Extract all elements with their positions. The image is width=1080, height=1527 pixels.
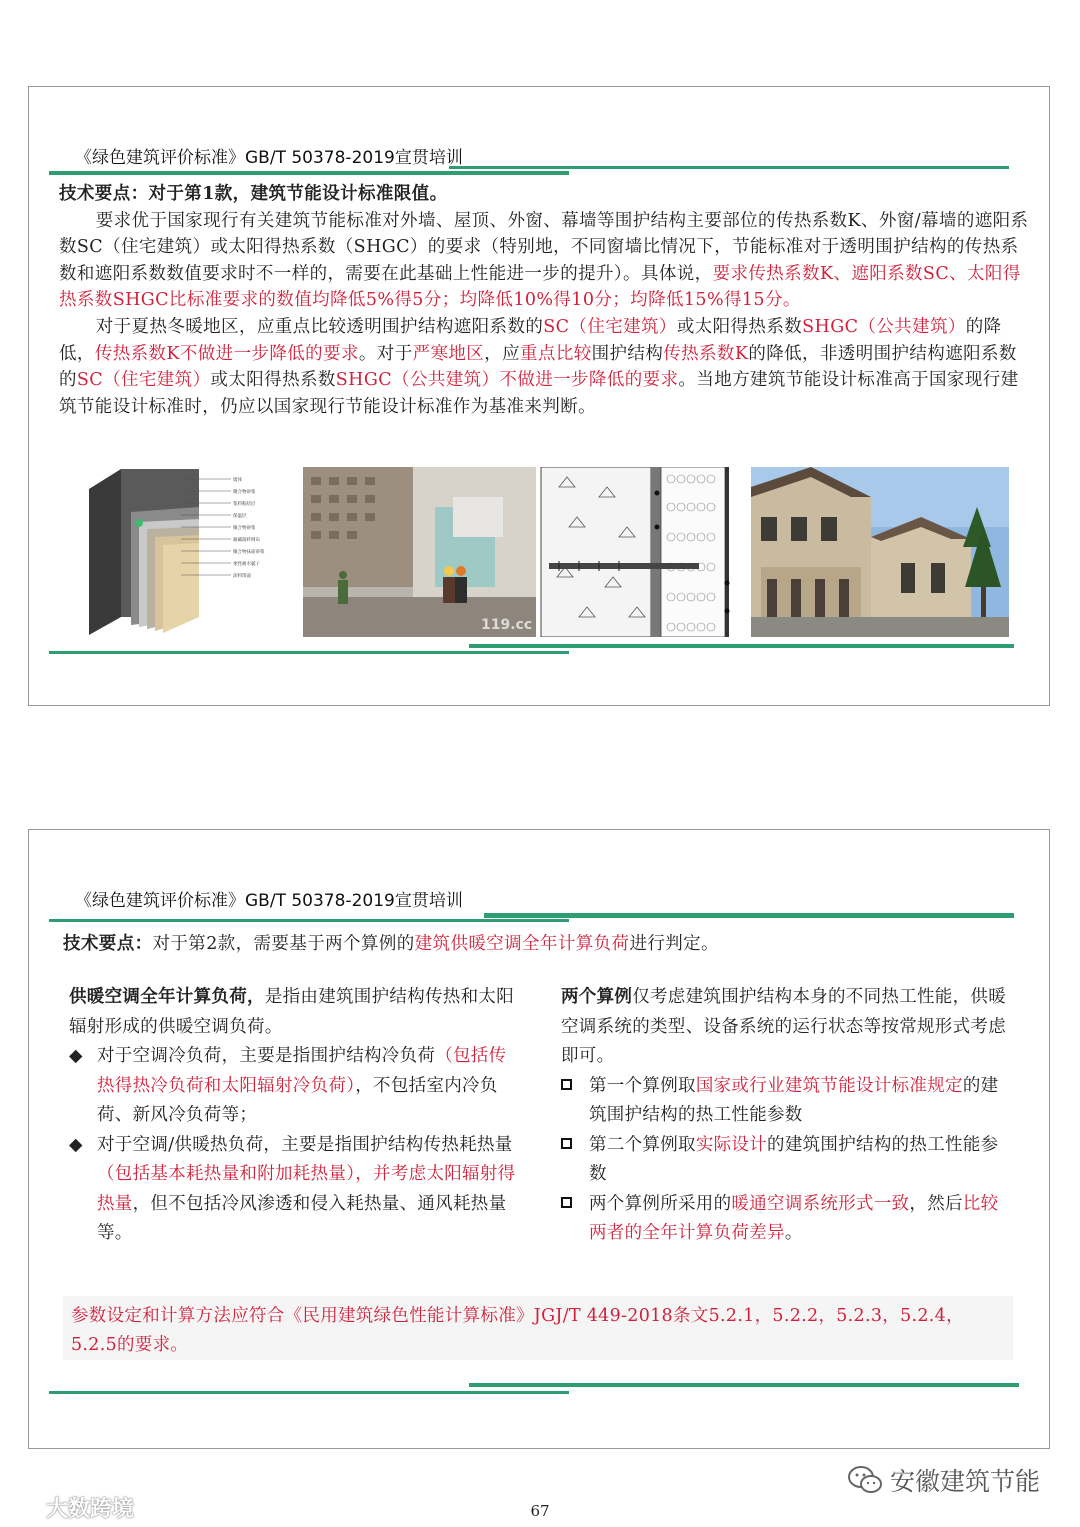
case-text: 第二个算例取 (589, 1134, 696, 1155)
bullet-text: 对于空调冷负荷，主要是指围护结构冷负荷 (97, 1046, 436, 1066)
p2-text: 围护结构 (591, 343, 664, 364)
case-1-item (561, 1072, 1016, 1131)
right-column (561, 983, 1016, 1249)
bottom-divider-accent (469, 1383, 1019, 1387)
p2-text: ，应 (484, 343, 521, 364)
left-column (69, 983, 524, 1249)
p2-red: SHGC（公共建筑） (802, 316, 966, 337)
case-text: 的建筑围护结构的热工性能参数 (589, 1075, 999, 1125)
bottom-divider-accent (469, 644, 1014, 648)
bullet-text: 对于空调/供暖热负荷，主要是指围护结构传热耗热量 (97, 1134, 513, 1155)
wall-layers-diagram (81, 467, 301, 637)
tech-point-heading: 技术要点：对于第1款，建筑节能设计标准限值。 (59, 184, 448, 204)
load-term: 供暖空调全年计算负荷， (69, 987, 265, 1007)
wechat-icon (848, 1465, 882, 1495)
villa-photo (751, 467, 1009, 637)
title-underline-accent (484, 913, 1014, 918)
p2-red: SHGC（公共建筑）不做进一步降低的要求 (335, 370, 679, 391)
two-cases-text: 仅考虑建筑围护结构本身的不同热工性能，供暖空调系统的类型、设备系统的运行状态等按常规形式考虑即可。 (561, 987, 1007, 1066)
p2-red: 严寒地区 (412, 343, 485, 364)
case-text: 。 (784, 1223, 803, 1243)
diamond-bullet-icon: ◆ (69, 1134, 83, 1155)
layer-label: 耐碱玻纤网布 (233, 538, 260, 543)
layer-label: 涂料饰面 (233, 574, 251, 579)
tech-point-label: 技术要点： (63, 934, 153, 954)
case-highlight: 实际设计 (695, 1134, 768, 1155)
load-definition (69, 983, 524, 1042)
p2-text: 。对于 (358, 343, 413, 364)
title-underline (49, 171, 569, 175)
layer-label: 柔性耐水腻子 (233, 562, 260, 567)
bottom-divider (49, 651, 569, 654)
bullet-highlight: （包括传热得热冷负荷和太阳辐射冷负荷） (97, 1046, 507, 1096)
slide-2 (28, 829, 1050, 1449)
bullet-text: ，但不包括冷风渗透和侵入耗热量、通风耗热量等。 (97, 1193, 507, 1243)
checkbox-square-icon (561, 1131, 572, 1161)
bullet-heating-load (69, 1131, 524, 1249)
load-definition-text: 是指由建筑围护结构传热和太阳辐射形成的供暖空调负荷。 (69, 987, 515, 1037)
p2-text: 。当地方建筑节能设计标准高于国家现行建筑节能设计标准时，仍应以国家现行节能设计标准作为基准来判断。 (59, 370, 1019, 417)
p2-text: 的降低， (59, 316, 1002, 364)
tech-point-highlight: 建筑供暖空调全年计算负荷 (414, 934, 630, 954)
checkbox-square-icon (561, 1072, 572, 1102)
bullet-text: ，不包括室内冷负荷、新风冷负荷等； (97, 1075, 498, 1125)
tech-point-text: 进行判定。 (629, 934, 719, 954)
paragraph-1-text: 要求优于国家现行有关建筑节能标准对外墙、屋顶、外窗、幕墙等围护结构主要部位的传热系数K、外窗/幕墙的遮阳系数SC（住宅建筑）或太阳得热系数（SHGC）的要求（特别地，不同窗墙比情况下，节能标准对于透明围护结构的传热系数和遮阳系数数值要求时不一样的，需要在此基础上性能进一步的提升）。具体说， (59, 210, 1029, 284)
layer-label: 保温层 (233, 514, 247, 519)
paragraph-1-highlight: 要求传热系数K、遮阳系数SC、太阳得热系数SHGC比标准要求的数值均降低5%得5分；均降低10%得10分；均降低15%得15分。 (59, 263, 1021, 311)
paragraph-2 (59, 314, 1034, 420)
construction-photo (303, 467, 536, 637)
brand-watermark-text: 大数跨境 (46, 1497, 135, 1522)
layer-label: 墙体 (233, 478, 242, 483)
two-cases-term: 两个算例 (561, 987, 633, 1007)
layer-label: 聚合物抹面砂浆 (233, 550, 265, 555)
wechat-watermark (848, 1462, 1040, 1498)
checkbox-square-icon (561, 1190, 572, 1220)
p2-text: 对于夏热冬暖地区，应重点比较透明围护结构遮阳系数的 (95, 316, 544, 337)
slide-title: 《绿色建筑评价标准》GB/T 50378-2019宣贯培训 (75, 891, 463, 911)
title-underline-accent (449, 166, 1009, 169)
p2-red: 传热系数K (663, 343, 749, 364)
slide-1 (28, 86, 1050, 706)
diamond-bullet-icon: ◆ (69, 1046, 83, 1066)
p2-text: 的降低，非透明围护结构遮阳系数的 (59, 343, 1017, 391)
section-drawing (539, 467, 747, 637)
case-text: 两个算例所采用的 (589, 1193, 732, 1214)
p2-text: 或太阳得热系数 (676, 316, 803, 337)
illustration-strip (81, 467, 1009, 637)
paragraph-1 (59, 208, 1034, 314)
slide-title: 《绿色建筑评价标准》GB/T 50378-2019宣贯培训 (75, 148, 463, 168)
photo-watermark: 119.cc (481, 617, 533, 633)
two-cases-definition (561, 983, 1016, 1072)
bottom-divider (49, 1391, 569, 1394)
case-text: 的建筑围护结构的热工性能参数 (589, 1134, 999, 1184)
case-text: 第一个算例取 (589, 1075, 696, 1096)
wechat-account-name: 安徽建筑节能 (890, 1467, 1041, 1496)
slide-1-body (59, 181, 1034, 420)
case-highlight: 比较两者的全年计算负荷差异 (589, 1193, 999, 1243)
case-highlight: 暖通空调系统形式一致 (731, 1193, 910, 1214)
p2-red: 传热系数K不做进一步降低的要求 (94, 343, 359, 364)
p2-red: 重点比较 (520, 343, 592, 364)
case-2-item (561, 1131, 1016, 1190)
page-number: 67 (530, 1502, 550, 1520)
p2-text: 或太阳得热系数 (210, 370, 336, 391)
bullet-highlight: （包括基本耗热量和附加耗热量），并考虑太阳辐射得热量 (97, 1164, 516, 1214)
tech-point-text: 对于第2款，需要基于两个算例的 (152, 934, 415, 954)
p2-red: SC（住宅建筑） (76, 370, 211, 391)
slide-2-heading (63, 931, 1038, 958)
layer-label: 浆料粘结层 (233, 502, 256, 507)
case-highlight: 国家或行业建筑节能设计标准规定 (695, 1075, 963, 1096)
layer-label: 聚合物砂浆 (233, 490, 256, 495)
bullet-cooling-load (69, 1042, 524, 1131)
case-compare-item (561, 1190, 1016, 1249)
p2-red: SC（住宅建筑） (543, 316, 677, 337)
parameter-note: 参数设定和计算方法应符合《民用建筑绿色性能计算标准》JGJ/T 449-2018条文5.2.1，5.2.2，5.2.3，5.2.4，5.2.5的要求。 (63, 1296, 1013, 1360)
layer-label: 聚合物砂浆 (233, 526, 256, 531)
title-underline (49, 919, 569, 922)
case-text: ，然后 (909, 1193, 963, 1214)
